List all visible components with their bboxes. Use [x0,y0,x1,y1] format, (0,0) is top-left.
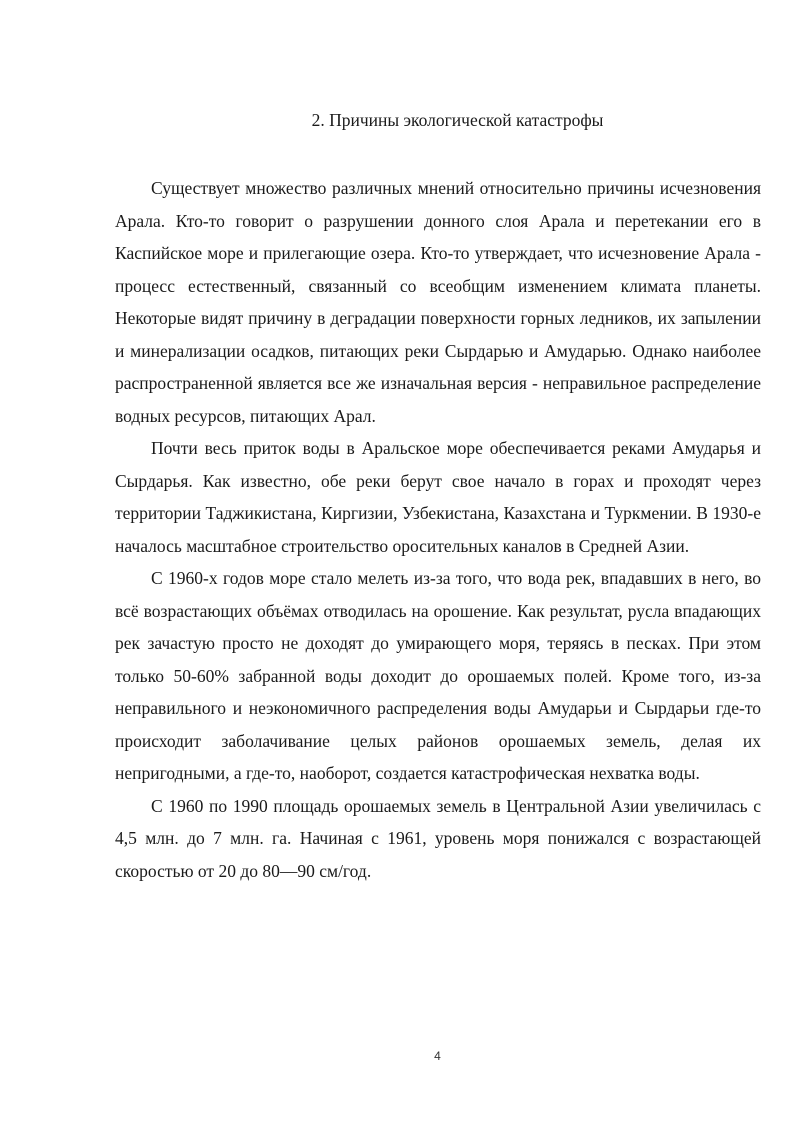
page-number: 4 [434,1049,441,1063]
paragraph-irrigated-area: С 1960 по 1990 площадь орошаемых земель в Центральной Азии увеличилась с 4,5 млн. до 7 млн. га. Начиная с 1961, уровень моря понижался с возрастающей скоростью от 20 до 80—90 см/год. [115,795,761,881]
paragraph-river-inflow: Почти весь приток воды в Аральское море обеспечивается реками Амударья и Сырдарья. Как известно, обе реки берут свое начало в горах и проходят через территории Таджикистана, Киргизии, Узбекистана, Казахстана и Туркмении. В 1930-е началось масштабное строительство оросительных каналов в Средней Азии. [115,438,761,556]
section-heading: 2. Причины экологической катастрофы [311,110,604,130]
paragraph-irrigation-1960s: С 1960-х годов море стало мелеть из-за того, что вода рек, впадавших в него, во всё возрастающих объёмах отводилась на орошение. Как результат, русла впадающих рек зачастую просто не доходят до умирающего моря, теряясь в песках. При этом только 50-60% забранной воды доходит до орошаемых полей. Кроме того, из-за неправильного и неэкономичного распределения воды Амударьи и Сырдарьи где-то происходит заболачивание целых районов орошаемых земель, делая их непригодными, а где-то, наоборот, создается катастрофическая нехватка воды. [115,568,761,783]
paragraph-causes-opinions: Существует множество различных мнений относительно причины исчезновения Арала. Кто-то говорит о разрушении донного слоя Арала и перетекании его в Каспийское море и прилегающие озера. Кто-то утверждает, что исчезновение Арала - процесс естественный, связанный со всеобщим изменением климата планеты. Некоторые видят причину в деградации поверхности горных ледников, их запылении и минерализации осадков, питающих реки Сырдарью и Амударью. Однако наиболее распространенной является все же изначальная версия - неправильное распределение водных ресурсов, питающих Арал. [115,178,761,426]
body-text [115,172,761,887]
